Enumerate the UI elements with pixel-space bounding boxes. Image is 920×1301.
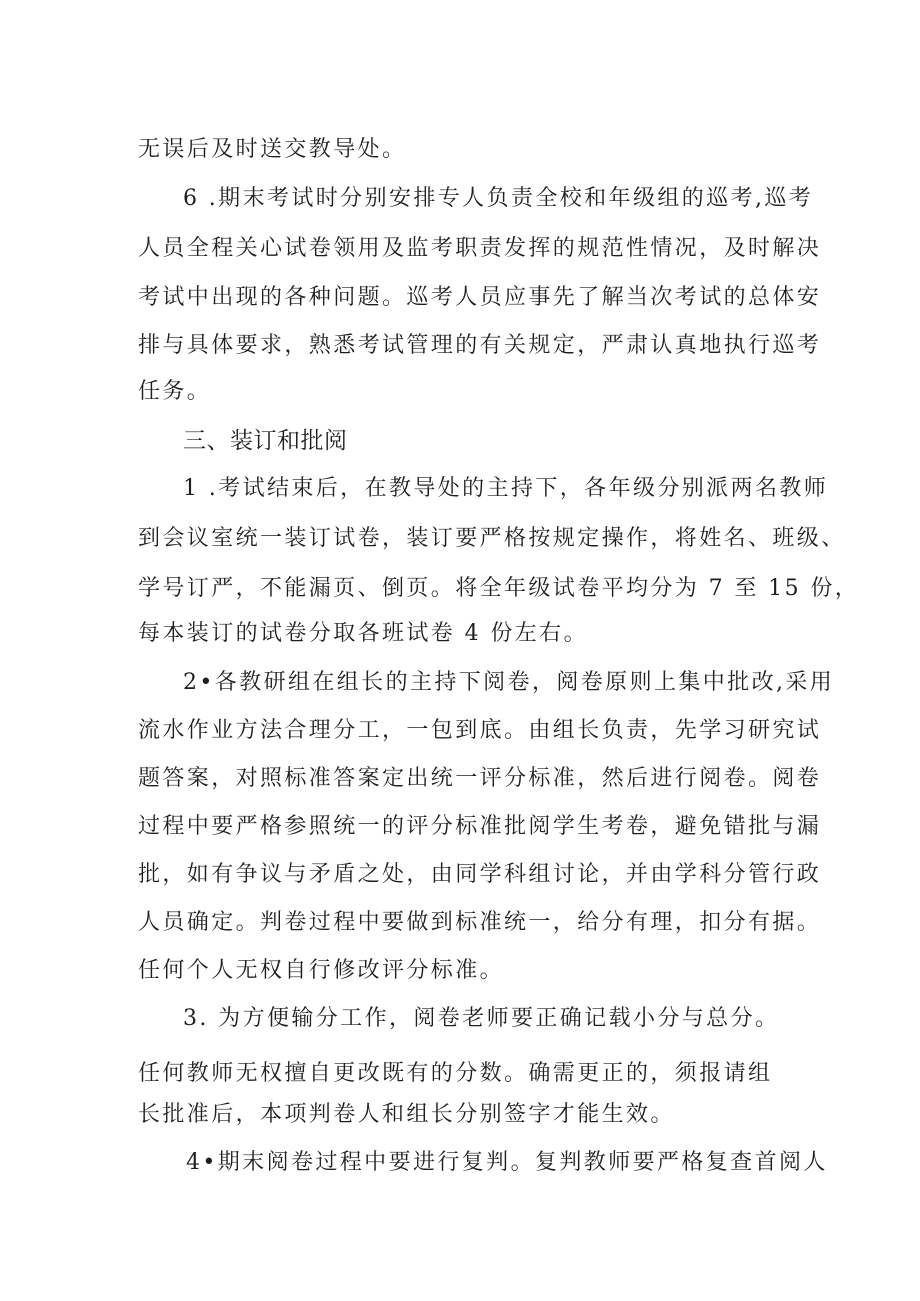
paragraph-line: 3. 为方便输分工作，阅卷老师要正确记载小分与总分。 [183,1006,780,1031]
section-heading: 三、装订和批阅 [183,428,348,454]
paragraph-line: 批，如有争议与矛盾之处，由同学科组讨论，并由学科分管行政 [138,862,822,887]
paragraph-line: 排与具体要求，熟悉考试管理的有关规定，严肃认真地执行巡考 [138,333,822,358]
paragraph-line: 2•各教研组在组长的主持下阅卷，阅卷原则上集中批改,采用 [183,670,835,695]
paragraph-line: 人员确定。判卷过程中要做到标准统一，给分有理，扣分有据。 [138,910,822,935]
paragraph-line: 考试中出现的各种问题。巡考人员应事先了解当次考试的总体安 [138,285,822,310]
paragraph-line: 6 .期末考试时分别安排专人负责全校和年级组的巡考,巡考 [183,186,814,211]
paragraph-line: 过程中要严格参照统一的评分标准批阅学生考卷，避免错批与漏 [138,814,822,839]
paragraph-line: 学号订严，不能漏页、倒页。将全年级试卷平均分为 7 至 15 份， [138,576,860,601]
paragraph-line: 流水作业方法合理分工，一包到底。由组长负责，先学习研究试 [138,718,822,743]
paragraph-line: 任务。 [138,379,212,404]
paragraph-line: 长批准后，本项判卷人和组长分别签字才能生效。 [138,1102,675,1127]
paragraph-line: 人员全程关心试卷领用及监考职责发挥的规范性情况，及时解决 [138,236,822,261]
paragraph-line: 任何教师无权擅自更改既有的分数。确需更正的，须报请组 [138,1061,773,1086]
paragraph-line: 任何个人无权自行修改评分标准。 [138,958,505,983]
paragraph-line: 题答案，对照标准答案定出统一评分标准，然后进行阅卷。阅卷 [138,766,822,791]
paragraph-line: 到会议室统一装订试卷，装订要严格按规定操作，将姓名、班级、 [138,526,846,551]
paragraph-line: 1 .考试结束后，在教导处的主持下，各年级分别派两名教师 [183,476,829,501]
paragraph-line: 4•期末阅卷过程中要进行复判。复判教师要严格复查首阅人 [186,1150,828,1175]
paragraph-line: 每本装订的试卷分取各班试卷 4 份左右。 [138,621,588,646]
paragraph-line: 无误后及时送交教导处。 [138,137,407,162]
